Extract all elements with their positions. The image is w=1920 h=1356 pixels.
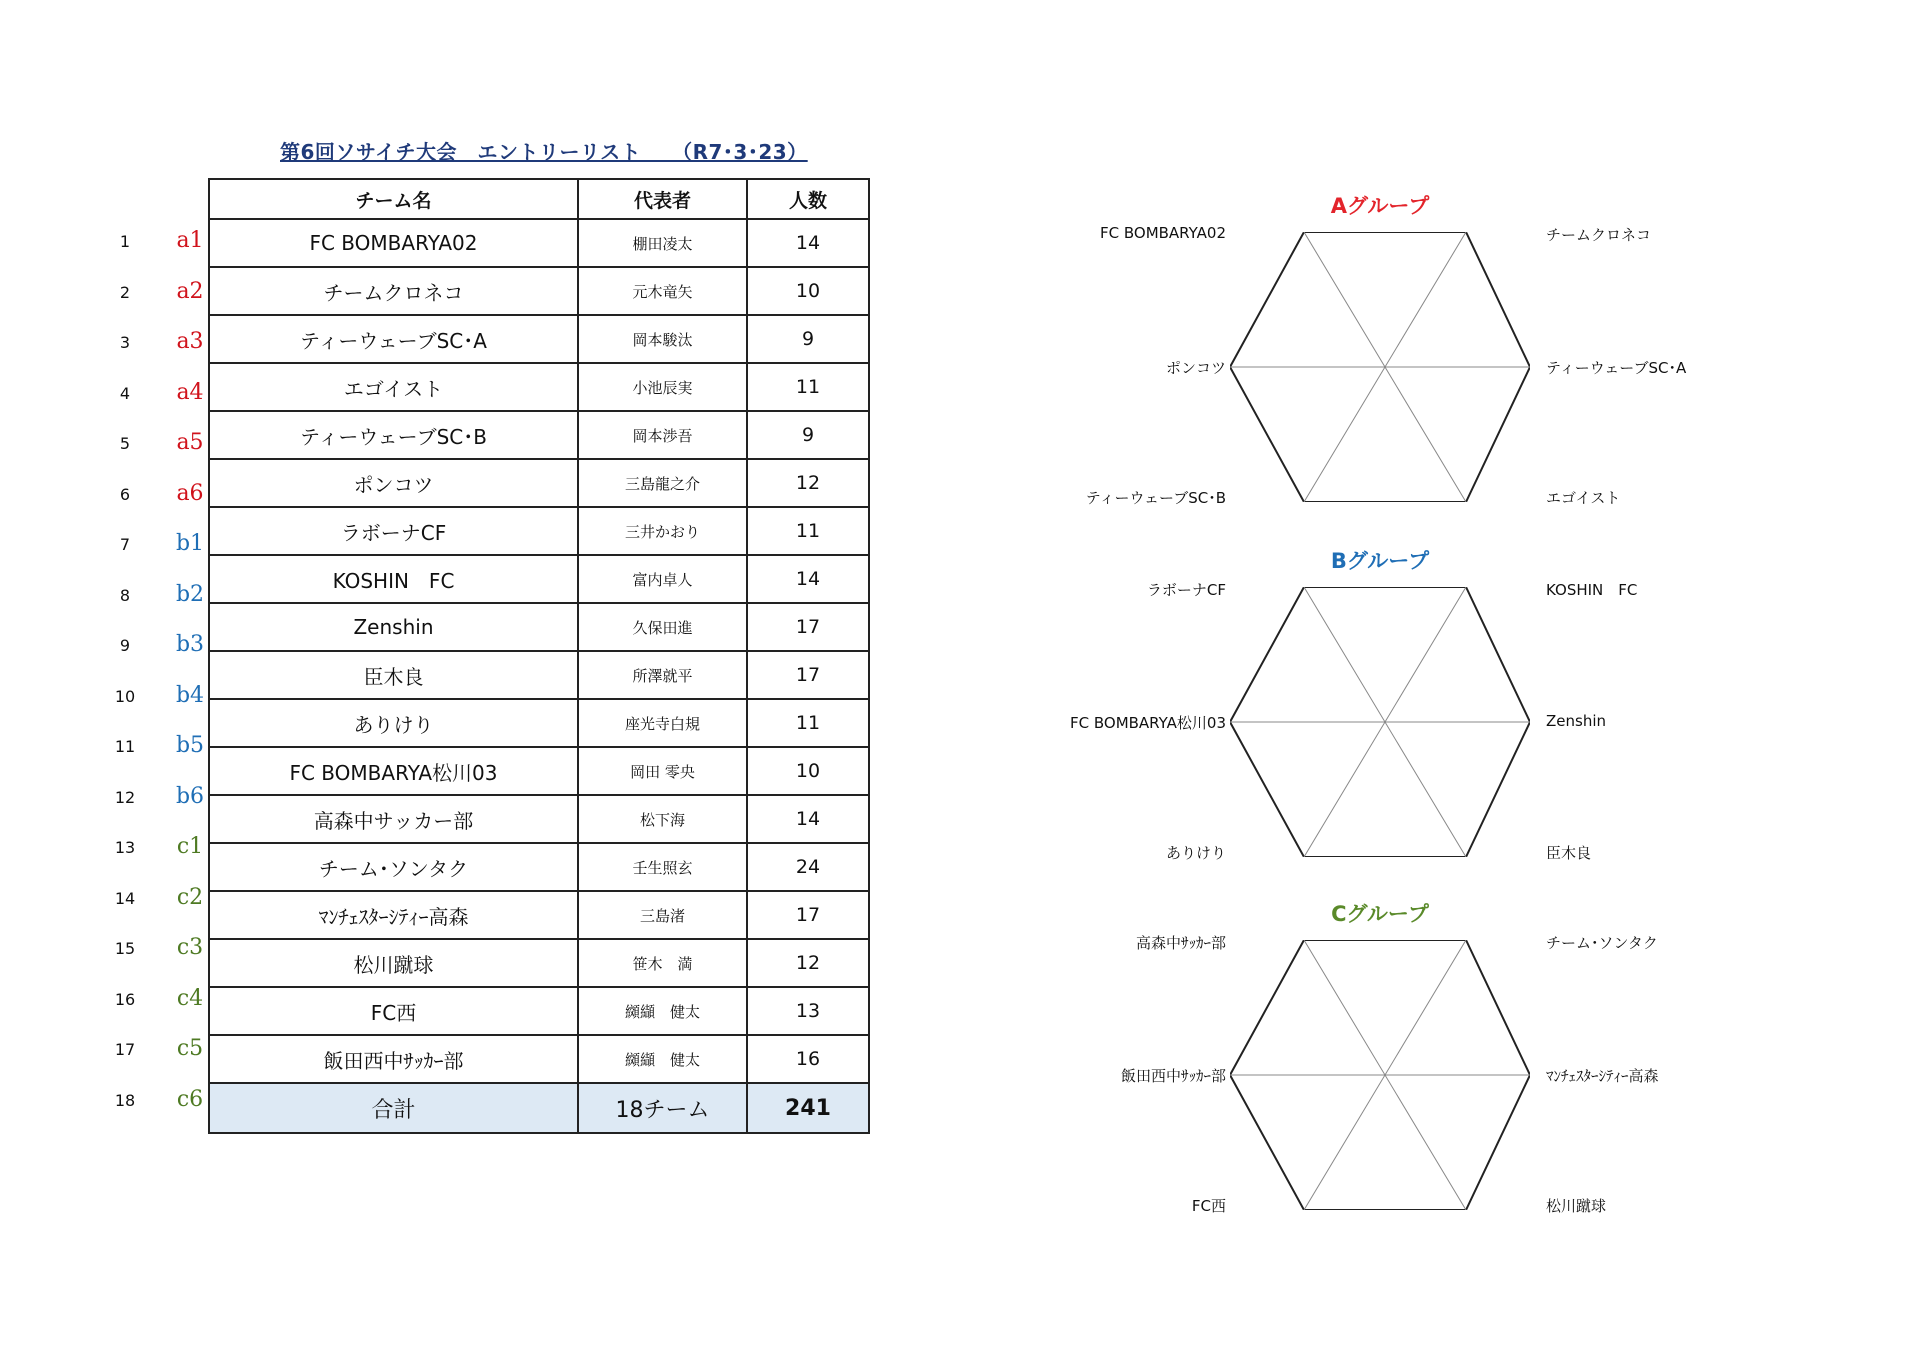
row-number: 1 — [119, 232, 131, 251]
row-number: 7 — [119, 535, 131, 554]
group-team-label: ﾏﾝﾁｪｽﾀｰｼﾃｨｰ高森 — [1546, 1067, 1659, 1085]
group-code: c5 — [176, 1036, 204, 1061]
count-cell: 17 — [747, 651, 869, 699]
count-cell: 10 — [747, 267, 869, 315]
team-name-cell: チーム･ソンタク — [209, 843, 578, 891]
group-code: b5 — [175, 733, 205, 758]
table-row — [209, 987, 869, 1035]
count-cell: 11 — [747, 507, 869, 555]
team-name-cell: ティーウェーブSC･B — [209, 411, 578, 459]
row-number: 18 — [114, 1090, 136, 1110]
header-team-name: チーム名 — [209, 179, 578, 219]
table-row — [209, 939, 869, 987]
team-name-cell: 臣木良 — [209, 651, 578, 699]
count-cell: 17 — [747, 603, 869, 651]
representative-cell: 岡本駿汰 — [578, 315, 747, 363]
table-row — [209, 219, 869, 267]
total-count: 241 — [747, 1083, 869, 1133]
group-team-label: ラボーナCF — [1146, 581, 1226, 599]
group-code: c6 — [176, 1086, 204, 1112]
team-name-cell: ﾏﾝﾁｪｽﾀｰｼﾃｨｰ高森 — [209, 891, 578, 939]
count-cell: 11 — [747, 363, 869, 411]
total-row — [209, 1083, 869, 1133]
team-name-cell: ありけり — [209, 699, 578, 747]
team-name-cell: ポンコツ — [209, 459, 578, 507]
representative-cell: 座光寺白規 — [578, 699, 747, 747]
group-team-label: 高森中ｻｯｶｰ部 — [1135, 934, 1226, 952]
team-name-cell: エゴイスト — [209, 363, 578, 411]
table-row — [209, 555, 869, 603]
group-hexagon — [1230, 232, 1530, 502]
row-number: 2 — [119, 282, 131, 302]
row-number: 5 — [119, 434, 131, 453]
table-row — [209, 315, 869, 363]
group-code: b3 — [175, 632, 205, 657]
header-representative: 代表者 — [578, 179, 747, 219]
group-title: Cグループ — [1331, 902, 1429, 926]
row-number: 4 — [119, 383, 131, 403]
row-number: 14 — [114, 888, 136, 908]
group-team-label: FC BOMBARYA02 — [1099, 224, 1226, 242]
representative-cell: 小池辰実 — [578, 363, 747, 411]
group-team-label: 臣木良 — [1546, 844, 1592, 862]
group-team-label: FC BOMBARYA松川03 — [1069, 714, 1226, 732]
row-number: 3 — [119, 333, 131, 352]
team-name-cell: 飯田西中ｻｯｶｰ部 — [209, 1035, 578, 1083]
group-team-label: Zenshin — [1546, 712, 1607, 730]
row-number: 11 — [114, 737, 136, 756]
count-cell: 14 — [747, 795, 869, 843]
group-hexagon — [1230, 940, 1530, 1210]
team-name-cell: FC BOMBARYA02 — [209, 219, 578, 267]
group-code: c2 — [176, 884, 204, 910]
group-team-label: 松川蹴球 — [1546, 1197, 1607, 1215]
table-row — [209, 699, 869, 747]
group-hexagon — [1230, 587, 1530, 857]
group-team-label: FC西 — [1191, 1197, 1226, 1215]
group-team-label: チーム･ソンタク — [1546, 934, 1658, 952]
row-number: 17 — [114, 1040, 136, 1059]
representative-cell: 元木竜矢 — [578, 267, 747, 315]
total-label: 合計 — [209, 1083, 578, 1133]
team-name-cell: FC西 — [209, 987, 578, 1035]
count-cell: 11 — [747, 699, 869, 747]
table-row — [209, 507, 869, 555]
representative-cell: 壬生照玄 — [578, 843, 747, 891]
team-name-cell: ティーウェーブSC･A — [209, 315, 578, 363]
row-number: 15 — [114, 939, 136, 958]
count-cell: 14 — [747, 219, 869, 267]
table-row — [209, 651, 869, 699]
count-cell: 24 — [747, 843, 869, 891]
total-teams: 18チーム — [578, 1083, 747, 1133]
count-cell: 16 — [747, 1035, 869, 1083]
representative-cell: 纐纈 健太 — [578, 987, 747, 1035]
entry-table — [208, 178, 870, 1134]
table-row — [209, 411, 869, 459]
group-code: a2 — [176, 278, 204, 304]
count-cell: 12 — [747, 939, 869, 987]
group-code: c4 — [176, 985, 204, 1011]
representative-cell: 岡田 零央 — [578, 747, 747, 795]
row-number: 6 — [119, 484, 131, 504]
representative-cell: 岡本渉吾 — [578, 411, 747, 459]
row-number: 12 — [114, 787, 136, 807]
group-title: Aグループ — [1330, 194, 1430, 218]
table-row — [209, 267, 869, 315]
group-code: a4 — [176, 379, 204, 405]
representative-cell: 棚田凌太 — [578, 219, 747, 267]
group-team-label: ティーウェーブSC･A — [1546, 359, 1687, 377]
count-cell: 14 — [747, 555, 869, 603]
representative-cell: 久保田進 — [578, 603, 747, 651]
group-code: b2 — [175, 581, 205, 607]
team-name-cell: KOSHIN FC — [209, 555, 578, 603]
count-cell: 13 — [747, 987, 869, 1035]
row-number: 13 — [114, 838, 136, 857]
group-team-label: エゴイスト — [1546, 489, 1621, 507]
group-team-label: 飯田西中ｻｯｶｰ部 — [1120, 1067, 1226, 1085]
table-row — [209, 843, 869, 891]
table-row — [209, 891, 869, 939]
group-code: a5 — [176, 430, 204, 455]
group-title: Bグループ — [1330, 549, 1430, 573]
team-name-cell: FC BOMBARYA松川03 — [209, 747, 578, 795]
team-name-cell: チームクロネコ — [209, 267, 578, 315]
representative-cell: 笹木 満 — [578, 939, 747, 987]
header-count: 人数 — [747, 179, 869, 219]
table-row — [209, 603, 869, 651]
group-team-label: ありけり — [1165, 844, 1226, 862]
representative-cell: 三島渚 — [578, 891, 747, 939]
table-row — [209, 363, 869, 411]
representative-cell: 三井かおり — [578, 507, 747, 555]
group-code: a1 — [176, 228, 204, 253]
group-code: b1 — [175, 531, 205, 556]
group-code: a6 — [176, 480, 204, 506]
row-number: 16 — [114, 989, 136, 1009]
count-cell: 10 — [747, 747, 869, 795]
group-code: a3 — [176, 329, 204, 354]
group-team-label: KOSHIN FC — [1546, 581, 1638, 599]
table-row — [209, 459, 869, 507]
team-name-cell: 松川蹴球 — [209, 939, 578, 987]
count-cell: 12 — [747, 459, 869, 507]
team-name-cell: Zenshin — [209, 603, 578, 651]
group-code: c3 — [176, 935, 204, 960]
representative-cell: 松下海 — [578, 795, 747, 843]
group-code: c1 — [176, 834, 204, 859]
representative-cell: 三島龍之介 — [578, 459, 747, 507]
count-cell: 9 — [747, 411, 869, 459]
team-name-cell: 高森中サッカー部 — [209, 795, 578, 843]
row-number: 8 — [119, 585, 131, 605]
document-title: 第6回ソサイチ大会 エントリーリスト （R7･3･23） — [280, 140, 808, 164]
table-row — [209, 1035, 869, 1083]
representative-cell: 所澤就平 — [578, 651, 747, 699]
group-code: b6 — [175, 783, 205, 809]
group-team-label: ポンコツ — [1165, 359, 1226, 377]
group-team-label: チームクロネコ — [1546, 226, 1652, 244]
table-row — [209, 747, 869, 795]
row-number: 9 — [119, 636, 131, 655]
group-code: b4 — [175, 682, 205, 708]
table-row — [209, 795, 869, 843]
representative-cell: 纐纈 健太 — [578, 1035, 747, 1083]
count-cell: 17 — [747, 891, 869, 939]
group-team-label: ティーウェーブSC･B — [1085, 489, 1226, 507]
representative-cell: 富内卓人 — [578, 555, 747, 603]
table-header-row — [209, 179, 869, 219]
count-cell: 9 — [747, 315, 869, 363]
row-number: 10 — [114, 686, 136, 706]
team-name-cell: ラボーナCF — [209, 507, 578, 555]
